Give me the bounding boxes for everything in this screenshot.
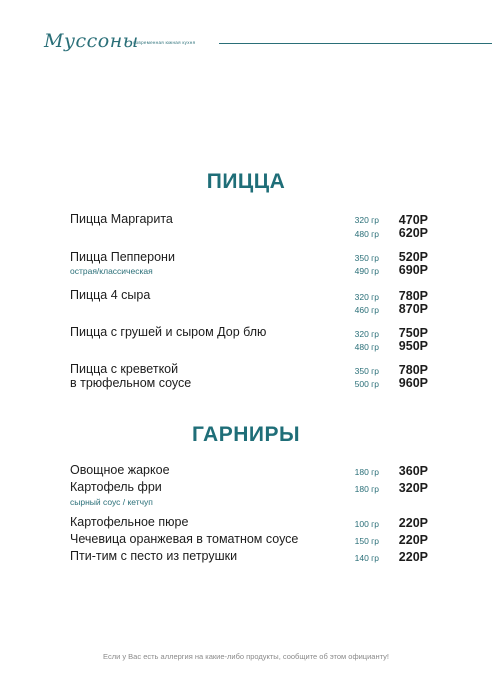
item-weight: 490 гр — [354, 266, 379, 276]
item-weight: 350 гр — [354, 253, 379, 263]
item-price: 220Р — [398, 550, 428, 564]
item-price: 780Р — [398, 289, 428, 303]
item-price: 470Р — [398, 213, 428, 227]
item-note: сырный соус / кетчуп — [70, 497, 153, 507]
item-name: Пицца с креветкой — [70, 362, 179, 376]
item-weight: 140 гр — [354, 553, 379, 563]
item-price: 360Р — [398, 464, 428, 478]
item-price: 520Р — [398, 250, 428, 264]
item-name: Пти-тим с песто из петрушки — [70, 549, 238, 563]
item-name: Чечевица оранжевая в томатном соусе — [70, 532, 299, 546]
section-title-sides: ГАРНИРЫ — [191, 423, 301, 446]
item-weight: 320 гр — [354, 292, 379, 302]
item-name-line2: в трюфельном соусе — [70, 376, 192, 390]
item-price: 960Р — [398, 376, 428, 390]
item-price: 220Р — [398, 516, 428, 530]
item-price: 750Р — [398, 326, 428, 340]
item-name: Пицца Пепперони — [70, 250, 175, 264]
item-weight: 180 гр — [354, 467, 379, 477]
section-title-pizza: ПИЦЦА — [206, 170, 286, 193]
item-weight: 350 гр — [354, 366, 379, 376]
item-weight: 460 гр — [354, 305, 379, 315]
item-weight: 480 гр — [354, 342, 379, 352]
item-name: Картофель фри — [70, 480, 162, 494]
logo: Муссоны — [44, 30, 139, 52]
item-weight: 500 гр — [354, 379, 379, 389]
item-note: острая/классическая — [70, 266, 153, 276]
item-weight: 150 гр — [354, 536, 379, 546]
header-divider — [219, 43, 492, 44]
item-weight: 480 гр — [354, 229, 379, 239]
item-name: Пицца с грушей и сыром Дор блю — [70, 325, 267, 339]
tagline: современная южная кухня — [133, 40, 196, 45]
item-price: 950Р — [398, 339, 428, 353]
item-price: 320Р — [398, 481, 428, 495]
item-name: Пицца 4 сыра — [70, 288, 151, 302]
item-name: Пицца Маргарита — [70, 212, 173, 226]
item-weight: 320 гр — [354, 215, 379, 225]
item-price: 780Р — [398, 363, 428, 377]
item-name: Картофельное пюре — [70, 515, 189, 529]
item-price: 690Р — [398, 263, 428, 277]
item-price: 620Р — [398, 226, 428, 240]
item-weight: 180 гр — [354, 484, 379, 494]
item-weight: 100 гр — [354, 519, 379, 529]
allergy-notice: Если у Вас есть аллергия на какие-либо продукты, сообщите об этом официанту! — [103, 652, 389, 661]
item-weight: 320 гр — [354, 329, 379, 339]
item-price: 870Р — [398, 302, 428, 316]
item-price: 220Р — [398, 533, 428, 547]
item-name: Овощное жаркое — [70, 463, 170, 477]
